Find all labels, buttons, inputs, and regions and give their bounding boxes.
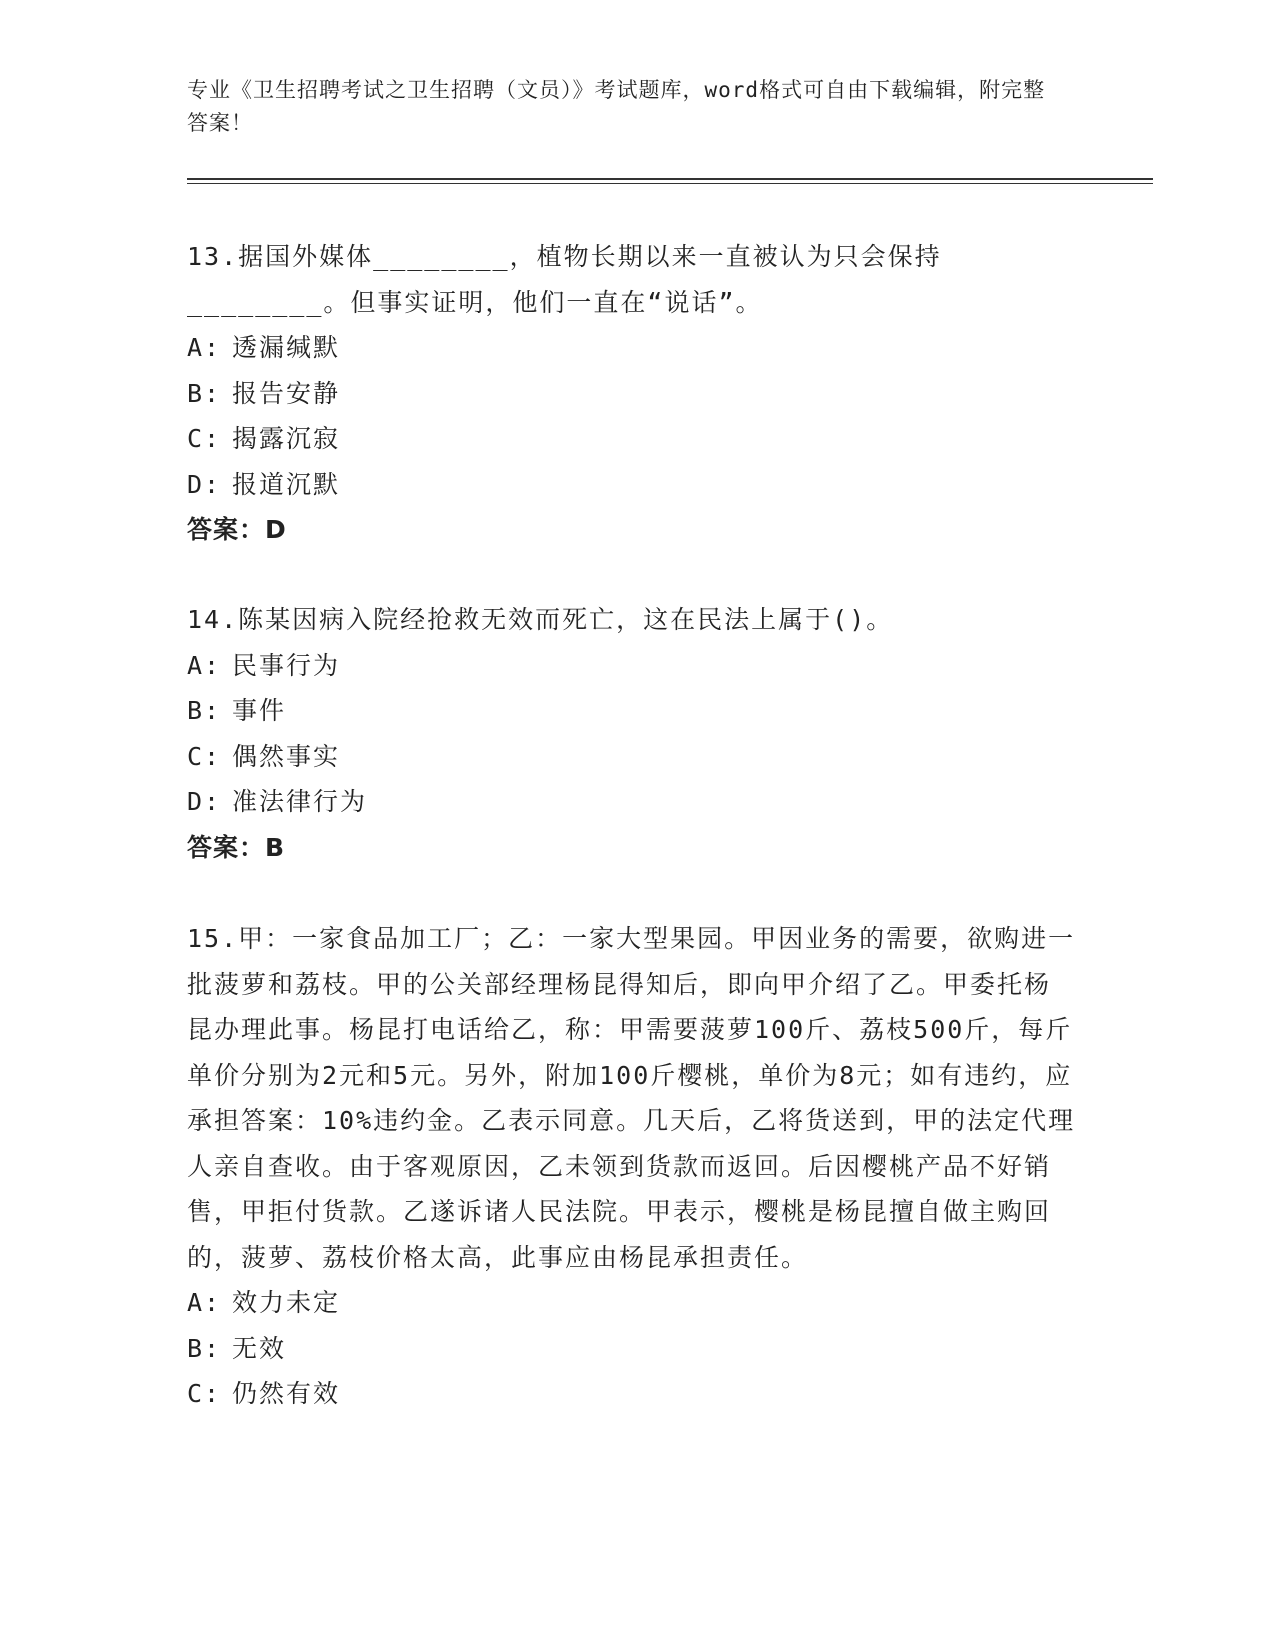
option-a xyxy=(187,643,1077,689)
option-letter: B: xyxy=(187,696,222,725)
option-a xyxy=(187,1280,1077,1326)
option-text: 透漏缄默 xyxy=(232,333,341,362)
question-13 xyxy=(187,234,1077,553)
option-letter: C: xyxy=(187,741,222,771)
option-letter: B: xyxy=(187,378,222,408)
option-text: 事件 xyxy=(232,696,287,725)
option-c xyxy=(187,416,1077,462)
option-text: 准法律行为 xyxy=(232,787,368,816)
option-letter: B: xyxy=(187,1333,222,1363)
option-a xyxy=(187,325,1077,371)
option-letter: C: xyxy=(187,424,222,453)
question-stem: 13.据国外媒体________，植物长期以来一直被认为只会保持________。但事实证明，他们一直在“说话”。 xyxy=(187,242,942,317)
question-stem: 15.甲：一家食品加工厂；乙：一家大型果园。甲因业务的需要，欲购进一批菠萝和荔枝。甲的公关部经理杨昆得知后，即向甲介绍了乙。甲委托杨昆办理此事。杨昆打电话给乙，称：甲需要菠萝100斤、荔枝500斤，每斤单价分别为2元和5元。另外，附加100斤樱桃，单价为8元；如有违约，应承担答案：10%违约金。乙表示同意。几天后，乙将货送到，甲的法定代理人亲自查收。由于客观原因，乙未领到货款而返回。后因樱桃产品不好销售，甲拒付货款。乙遂诉诸人民法院。甲表示，樱桃是杨昆擅自做主购回的，菠萝、荔枝价格太高，此事应由杨昆承担责任。 xyxy=(187,924,1076,1272)
option-letter: D: xyxy=(187,787,222,816)
option-text: 报道沉默 xyxy=(232,469,341,499)
option-c xyxy=(187,1371,1077,1417)
option-b xyxy=(187,371,1077,417)
option-b xyxy=(187,1326,1077,1372)
answer-line: 答案：D xyxy=(187,515,287,544)
option-d xyxy=(187,462,1077,508)
option-letter: A: xyxy=(187,333,222,362)
option-letter: A: xyxy=(187,1288,222,1317)
option-text: 揭露沉寂 xyxy=(232,424,341,453)
option-b xyxy=(187,688,1077,734)
header-divider-thick xyxy=(187,178,1153,180)
document-header: 专业《卫生招聘考试之卫生招聘（文员）》考试题库，word格式可自由下载编辑，附完整答案！ xyxy=(187,78,1046,135)
option-text: 无效 xyxy=(232,1333,287,1363)
option-text: 仍然有效 xyxy=(232,1379,341,1408)
option-letter: D: xyxy=(187,469,222,499)
question-15 xyxy=(187,916,1077,1417)
answer-line: 答案：B xyxy=(187,832,286,862)
option-letter: A: xyxy=(187,650,222,680)
option-text: 报告安静 xyxy=(232,378,341,408)
option-letter: C: xyxy=(187,1379,222,1408)
option-text: 偶然事实 xyxy=(232,741,341,771)
option-text: 民事行为 xyxy=(232,650,341,680)
option-d xyxy=(187,779,1077,825)
header-divider-thin xyxy=(187,183,1153,184)
question-14 xyxy=(187,597,1077,870)
question-stem: 14.陈某因病入院经抢救无效而死亡，这在民法上属于()。 xyxy=(187,605,894,634)
option-c xyxy=(187,734,1077,780)
option-text: 效力未定 xyxy=(232,1288,341,1317)
